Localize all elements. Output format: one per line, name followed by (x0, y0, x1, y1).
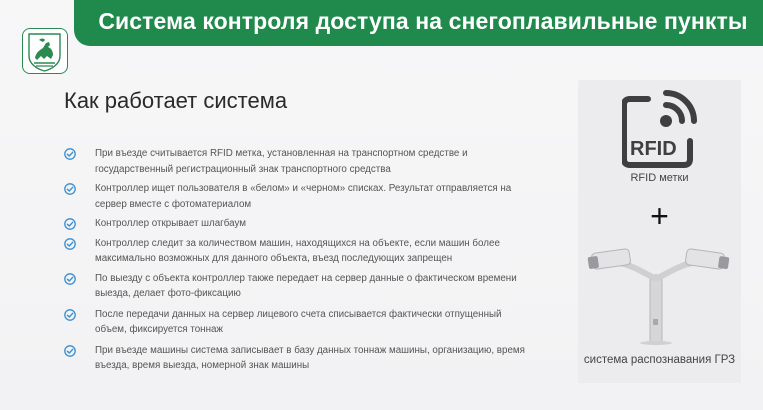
steps-list (64, 146, 534, 374)
logo (22, 28, 68, 74)
section-title: Как работает система (64, 88, 288, 113)
rfid-tag-icon (622, 85, 698, 169)
page-title: Система контроля доступа на снегоплавильные пункты (98, 8, 748, 34)
list-item (64, 216, 534, 232)
list-item (64, 146, 534, 177)
check-circle-icon (64, 218, 76, 230)
list-item-text: Контроллер ищет пользователя в «белом» и «черном» списках. Результат отправляется на сервер вместе с фотоматериалом (95, 183, 512, 210)
list-item (64, 236, 534, 267)
check-circle-icon (64, 273, 76, 285)
list-item (64, 343, 534, 374)
check-circle-icon (64, 309, 76, 321)
list-item-text: После передачи данных на сервер лицевого счета списывается фактически отпущенный объем, фиксируется тоннаж (95, 308, 502, 335)
illustration-panel (578, 80, 741, 383)
list-item-text: По выезду с объекта контроллер также передает на сервер данные о фактическом времени выезда, делает фото-фиксацию (95, 272, 517, 299)
list-item (64, 307, 534, 338)
check-circle-icon (64, 345, 76, 357)
coat-of-arms-icon (26, 32, 63, 72)
list-item (64, 271, 534, 302)
list-item-text: Контроллер следит за количеством машин, находящихся на объекте, если машин более максимально возможных для данного объекта, въезд последующих запрещен (95, 237, 500, 264)
grz-label: система распознавания ГРЗ (583, 354, 736, 366)
rfid-badge-text: RFID (630, 138, 677, 160)
check-circle-icon (64, 148, 76, 160)
list-item-text: При въезде считывается RFID метка, установленная на транспортном средстве и государственный регистрационный знак транспортного средства (95, 148, 468, 175)
plus-sign: + (650, 198, 669, 234)
check-circle-icon (64, 238, 76, 250)
list-item-text: Контроллер открывает шлагбаум (95, 218, 247, 229)
rfid-label: RFID метки (630, 172, 689, 184)
recognition-cameras-image (586, 245, 733, 345)
list-item (64, 181, 534, 212)
list-item-text: При въезде машины система записывает в базу данных тоннаж машины, организацию, время въезда, время выезда, номерной знак машины (95, 344, 525, 371)
check-circle-icon (64, 183, 76, 195)
